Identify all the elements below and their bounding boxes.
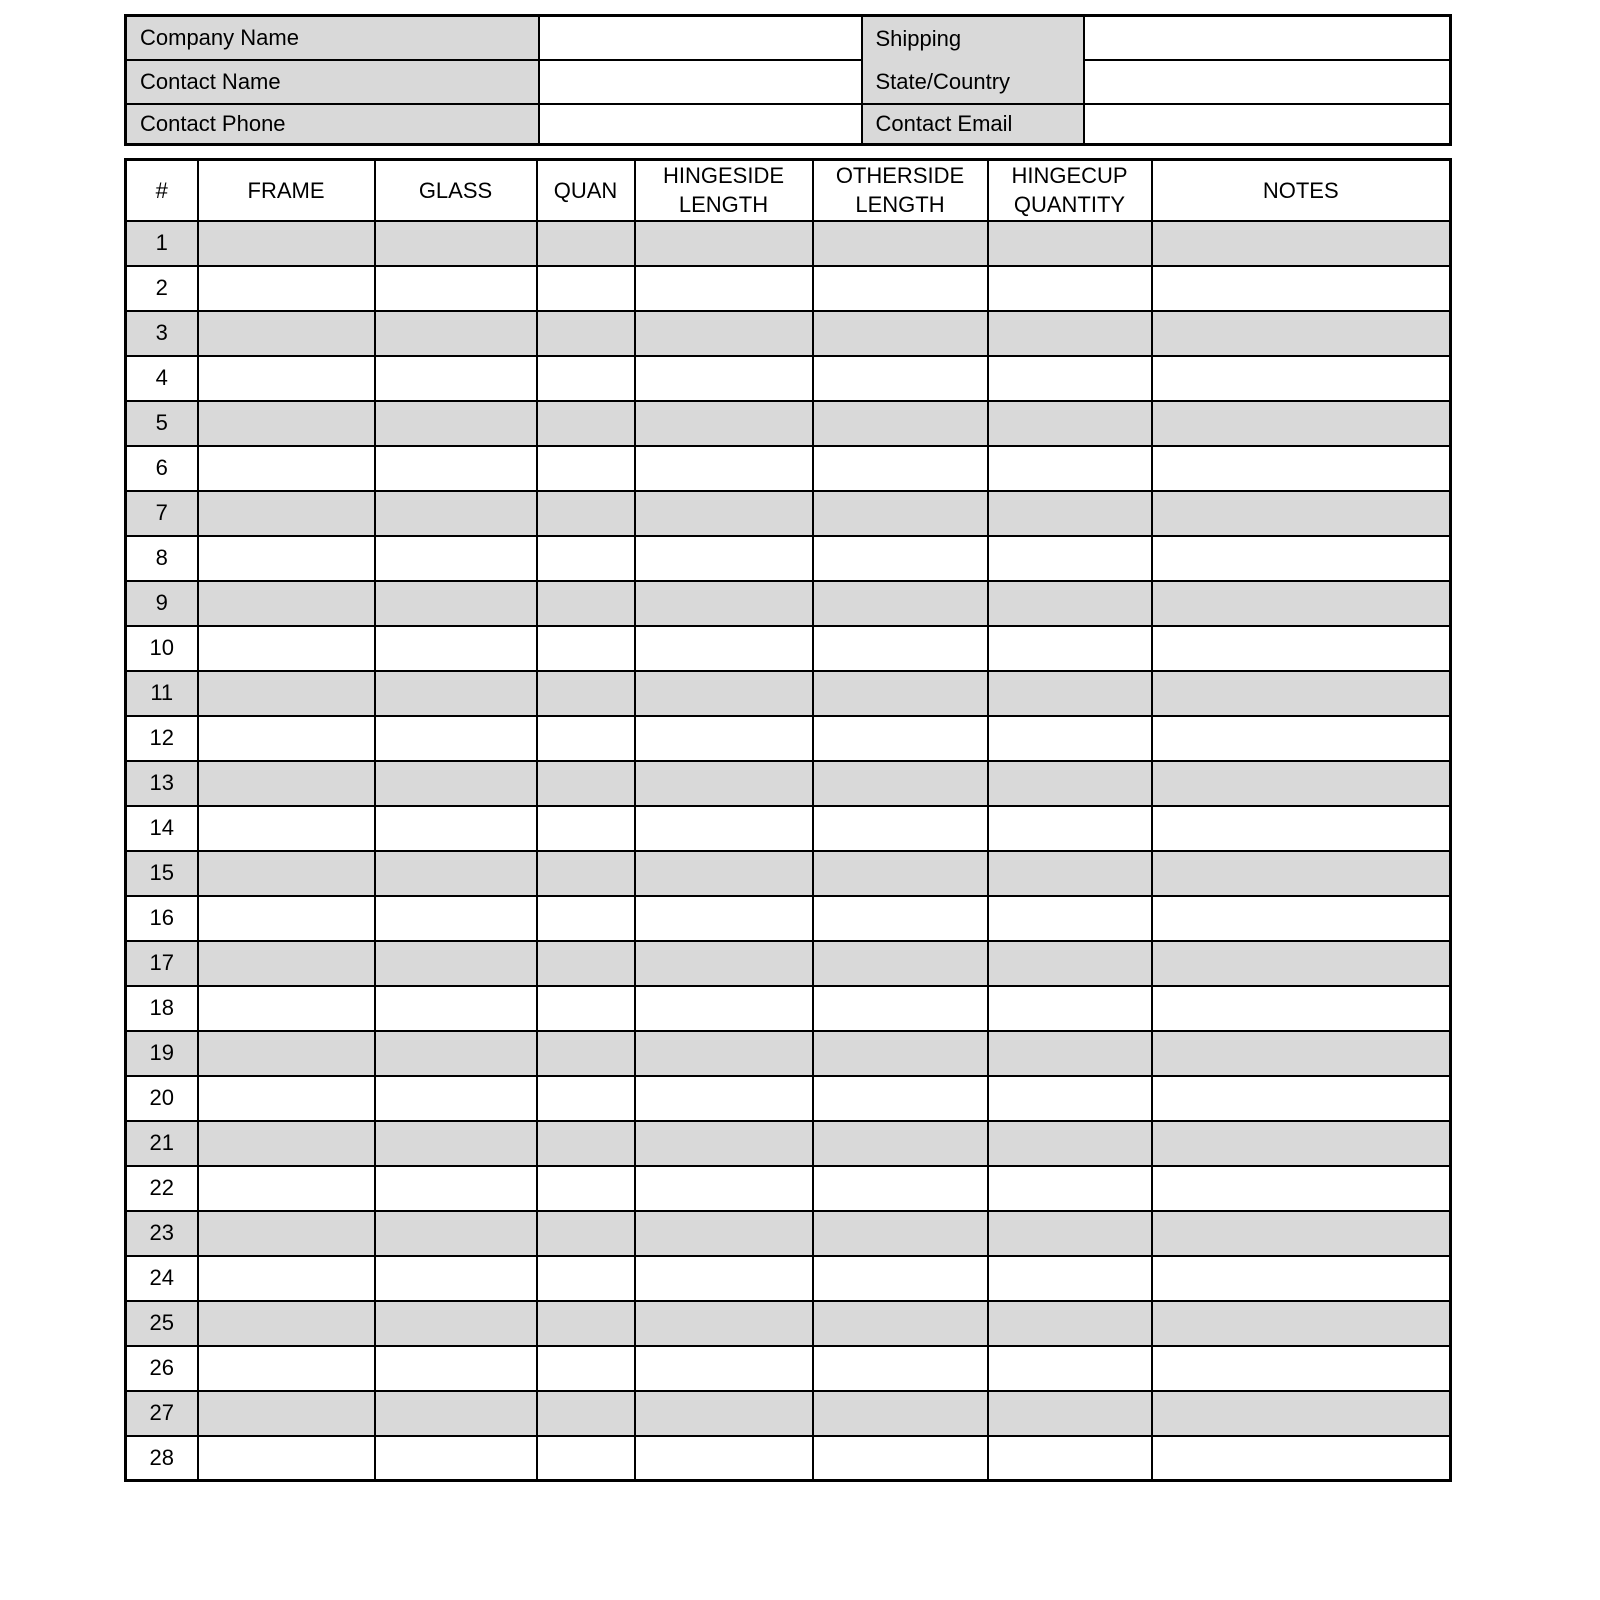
row-number-cell: 13	[126, 761, 198, 806]
column-header-frame: FRAME	[198, 160, 375, 221]
hingeside_length-cell[interactable]	[635, 626, 813, 671]
row-number-cell: 21	[126, 1121, 198, 1166]
otherside_length-cell[interactable]	[813, 851, 988, 896]
notes-cell[interactable]	[1152, 626, 1451, 671]
row-number-cell: 25	[126, 1301, 198, 1346]
hingecup_quantity-cell[interactable]	[988, 311, 1152, 356]
hingeside_length-cell[interactable]	[635, 221, 813, 266]
notes-cell[interactable]	[1152, 1076, 1451, 1121]
hingecup_quantity-cell[interactable]	[988, 1256, 1152, 1301]
otherside_length-cell[interactable]	[813, 446, 988, 491]
glass-cell[interactable]	[375, 806, 537, 851]
row-number-cell: 22	[126, 1166, 198, 1211]
column-header-glass: GLASS	[375, 160, 537, 221]
row-number-cell: 27	[126, 1391, 198, 1436]
glass-cell[interactable]	[375, 716, 537, 761]
row-number-cell: 9	[126, 581, 198, 626]
shipping-state-country-input-top[interactable]	[1084, 16, 1451, 60]
order-row-2	[126, 266, 1451, 311]
frame-cell[interactable]	[198, 1436, 375, 1481]
frame-cell[interactable]	[198, 806, 375, 851]
hingecup_quantity-cell[interactable]	[988, 1391, 1152, 1436]
notes-cell[interactable]	[1152, 266, 1451, 311]
frame-cell[interactable]	[198, 221, 375, 266]
otherside_length-cell[interactable]	[813, 581, 988, 626]
order-row-8	[126, 536, 1451, 581]
frame-cell[interactable]	[198, 761, 375, 806]
notes-cell[interactable]	[1152, 761, 1451, 806]
row-number-cell: 10	[126, 626, 198, 671]
hingeside_length-cell[interactable]	[635, 671, 813, 716]
quan-cell[interactable]	[537, 1301, 635, 1346]
frame-cell[interactable]	[198, 1256, 375, 1301]
otherside_length-cell[interactable]	[813, 986, 988, 1031]
frame-cell[interactable]	[198, 311, 375, 356]
company-name-label: Company Name	[126, 16, 539, 60]
order-row-4	[126, 356, 1451, 401]
row-number-cell: 20	[126, 1076, 198, 1121]
quan-cell[interactable]	[537, 851, 635, 896]
column-header-num: #	[126, 160, 198, 221]
shipping-state-country-label: Shipping State/Country	[862, 16, 1084, 105]
frame-cell[interactable]	[198, 1076, 375, 1121]
order-row-25	[126, 1301, 1451, 1346]
glass-cell[interactable]	[375, 1121, 537, 1166]
frame-cell[interactable]	[198, 671, 375, 716]
order-row-24	[126, 1256, 1451, 1301]
frame-cell[interactable]	[198, 1391, 375, 1436]
notes-cell[interactable]	[1152, 221, 1451, 266]
otherside_length-cell[interactable]	[813, 536, 988, 581]
hingeside_length-cell[interactable]	[635, 1391, 813, 1436]
otherside_length-cell[interactable]	[813, 761, 988, 806]
otherside_length-cell[interactable]	[813, 941, 988, 986]
order-row-16	[126, 896, 1451, 941]
glass-cell[interactable]	[375, 1031, 537, 1076]
notes-cell[interactable]	[1152, 1211, 1451, 1256]
notes-cell[interactable]	[1152, 806, 1451, 851]
order-table-body	[126, 221, 1451, 1481]
hingeside_length-cell[interactable]	[635, 896, 813, 941]
otherside_length-cell[interactable]	[813, 1391, 988, 1436]
hingecup_quantity-cell[interactable]	[988, 266, 1152, 311]
frame-cell[interactable]	[198, 446, 375, 491]
notes-cell[interactable]	[1152, 1031, 1451, 1076]
glass-cell[interactable]	[375, 941, 537, 986]
hingecup_quantity-cell[interactable]	[988, 356, 1152, 401]
hingeside_length-cell[interactable]	[635, 356, 813, 401]
glass-cell[interactable]	[375, 761, 537, 806]
glass-cell[interactable]	[375, 356, 537, 401]
notes-cell[interactable]	[1152, 581, 1451, 626]
notes-cell[interactable]	[1152, 716, 1451, 761]
notes-cell[interactable]	[1152, 1346, 1451, 1391]
hingeside_length-cell[interactable]	[635, 1166, 813, 1211]
hingecup_quantity-cell[interactable]	[988, 671, 1152, 716]
frame-cell[interactable]	[198, 896, 375, 941]
otherside_length-cell[interactable]	[813, 1166, 988, 1211]
hingecup_quantity-cell[interactable]	[988, 851, 1152, 896]
glass-cell[interactable]	[375, 1301, 537, 1346]
otherside_length-cell[interactable]	[813, 626, 988, 671]
quan-cell[interactable]	[537, 311, 635, 356]
frame-cell[interactable]	[198, 536, 375, 581]
order-line-items-table	[124, 158, 1452, 1482]
row-number-cell: 23	[126, 1211, 198, 1256]
hingecup_quantity-cell[interactable]	[988, 626, 1152, 671]
hingecup_quantity-cell[interactable]	[988, 1121, 1152, 1166]
hingeside_length-cell[interactable]	[635, 1346, 813, 1391]
glass-cell[interactable]	[375, 401, 537, 446]
frame-cell[interactable]	[198, 1211, 375, 1256]
order-row-17	[126, 941, 1451, 986]
row-number-cell: 18	[126, 986, 198, 1031]
frame-cell[interactable]	[198, 851, 375, 896]
notes-cell[interactable]	[1152, 1256, 1451, 1301]
frame-cell[interactable]	[198, 626, 375, 671]
contact-email-input[interactable]	[1084, 104, 1451, 144]
contact-email-label: Contact Email	[862, 104, 1084, 144]
hingecup_quantity-cell[interactable]	[988, 536, 1152, 581]
hingeside_length-cell[interactable]	[635, 1076, 813, 1121]
notes-cell[interactable]	[1152, 356, 1451, 401]
hingeside_length-cell[interactable]	[635, 986, 813, 1031]
frame-cell[interactable]	[198, 1121, 375, 1166]
order-row-14	[126, 806, 1451, 851]
hingecup_quantity-cell[interactable]	[988, 716, 1152, 761]
otherside_length-cell[interactable]	[813, 1076, 988, 1121]
otherside_length-cell[interactable]	[813, 1436, 988, 1481]
hingeside_length-cell[interactable]	[635, 1121, 813, 1166]
otherside_length-cell[interactable]	[813, 1301, 988, 1346]
order-row-18	[126, 986, 1451, 1031]
row-number-cell: 15	[126, 851, 198, 896]
otherside_length-cell[interactable]	[813, 401, 988, 446]
glass-cell[interactable]	[375, 311, 537, 356]
otherside_length-cell[interactable]	[813, 266, 988, 311]
hingeside_length-cell[interactable]	[635, 1031, 813, 1076]
hingeside_length-cell[interactable]	[635, 446, 813, 491]
hingecup_quantity-cell[interactable]	[988, 1076, 1152, 1121]
row-number-cell: 11	[126, 671, 198, 716]
hingecup_quantity-cell[interactable]	[988, 896, 1152, 941]
notes-cell[interactable]	[1152, 1391, 1451, 1436]
hingeside_length-cell[interactable]	[635, 941, 813, 986]
hingeside_length-cell[interactable]	[635, 761, 813, 806]
row-number-cell: 12	[126, 716, 198, 761]
contact-name-label: Contact Name	[126, 60, 539, 104]
company-name-input[interactable]	[539, 16, 862, 60]
otherside_length-cell[interactable]	[813, 311, 988, 356]
hingeside_length-cell[interactable]	[635, 806, 813, 851]
otherside_length-cell[interactable]	[813, 1256, 988, 1301]
glass-cell[interactable]	[375, 536, 537, 581]
glass-cell[interactable]	[375, 1346, 537, 1391]
frame-cell[interactable]	[198, 1031, 375, 1076]
order-row-5	[126, 401, 1451, 446]
quan-cell[interactable]	[537, 266, 635, 311]
contact-phone-label: Contact Phone	[126, 104, 539, 144]
quan-cell[interactable]	[537, 1031, 635, 1076]
quan-cell[interactable]	[537, 1076, 635, 1121]
column-header-notes: NOTES	[1152, 160, 1451, 221]
notes-cell[interactable]	[1152, 401, 1451, 446]
row-number-cell: 19	[126, 1031, 198, 1076]
notes-cell[interactable]	[1152, 1301, 1451, 1346]
hingeside_length-cell[interactable]	[635, 716, 813, 761]
otherside_length-cell[interactable]	[813, 1346, 988, 1391]
frame-cell[interactable]	[198, 581, 375, 626]
notes-cell[interactable]	[1152, 491, 1451, 536]
order-table-header-row	[126, 160, 1451, 221]
order-row-27	[126, 1391, 1451, 1436]
hingeside_length-cell[interactable]	[635, 1256, 813, 1301]
quan-cell[interactable]	[537, 356, 635, 401]
otherside_length-cell[interactable]	[813, 1211, 988, 1256]
notes-cell[interactable]	[1152, 671, 1451, 716]
row-number-cell: 17	[126, 941, 198, 986]
frame-cell[interactable]	[198, 491, 375, 536]
glass-cell[interactable]	[375, 581, 537, 626]
glass-cell[interactable]	[375, 986, 537, 1031]
quan-cell[interactable]	[537, 536, 635, 581]
contact-row-2	[126, 60, 1451, 104]
quan-cell[interactable]	[537, 716, 635, 761]
notes-cell[interactable]	[1152, 1121, 1451, 1166]
column-header-quan: QUAN	[537, 160, 635, 221]
hingecup_quantity-cell[interactable]	[988, 761, 1152, 806]
order-row-13	[126, 761, 1451, 806]
hingeside_length-cell[interactable]	[635, 536, 813, 581]
quan-cell[interactable]	[537, 581, 635, 626]
quan-cell[interactable]	[537, 1166, 635, 1211]
otherside_length-cell[interactable]	[813, 1121, 988, 1166]
hingeside_length-cell[interactable]	[635, 491, 813, 536]
order-row-21	[126, 1121, 1451, 1166]
hingecup_quantity-cell[interactable]	[988, 986, 1152, 1031]
frame-cell[interactable]	[198, 401, 375, 446]
hingeside_length-cell[interactable]	[635, 401, 813, 446]
notes-cell[interactable]	[1152, 986, 1451, 1031]
order-row-1	[126, 221, 1451, 266]
quan-cell[interactable]	[537, 896, 635, 941]
notes-cell[interactable]	[1152, 1436, 1451, 1481]
row-number-cell: 2	[126, 266, 198, 311]
row-number-cell: 4	[126, 356, 198, 401]
glass-cell[interactable]	[375, 1436, 537, 1481]
frame-cell[interactable]	[198, 1166, 375, 1211]
glass-cell[interactable]	[375, 446, 537, 491]
glass-cell[interactable]	[375, 266, 537, 311]
order-row-3	[126, 311, 1451, 356]
glass-cell[interactable]	[375, 896, 537, 941]
otherside_length-cell[interactable]	[813, 491, 988, 536]
hingecup_quantity-cell[interactable]	[988, 941, 1152, 986]
shipping-state-country-input-bottom[interactable]	[1084, 60, 1451, 104]
quan-cell[interactable]	[537, 1211, 635, 1256]
notes-cell[interactable]	[1152, 311, 1451, 356]
glass-cell[interactable]	[375, 221, 537, 266]
quan-cell[interactable]	[537, 626, 635, 671]
notes-cell[interactable]	[1152, 536, 1451, 581]
contact-info-table	[124, 14, 1452, 146]
order-row-9	[126, 581, 1451, 626]
glass-cell[interactable]	[375, 1391, 537, 1436]
order-row-20	[126, 1076, 1451, 1121]
quan-cell[interactable]	[537, 1346, 635, 1391]
glass-cell[interactable]	[375, 491, 537, 536]
hingeside_length-cell[interactable]	[635, 1211, 813, 1256]
hingeside_length-cell[interactable]	[635, 581, 813, 626]
notes-cell[interactable]	[1152, 851, 1451, 896]
hingeside_length-cell[interactable]	[635, 266, 813, 311]
frame-cell[interactable]	[198, 356, 375, 401]
contact-row-3	[126, 104, 1451, 144]
frame-cell[interactable]	[198, 266, 375, 311]
row-number-cell: 26	[126, 1346, 198, 1391]
otherside_length-cell[interactable]	[813, 806, 988, 851]
glass-cell[interactable]	[375, 1211, 537, 1256]
hingecup_quantity-cell[interactable]	[988, 1436, 1152, 1481]
hingecup_quantity-cell[interactable]	[988, 401, 1152, 446]
contact-name-input[interactable]	[539, 60, 862, 104]
frame-cell[interactable]	[198, 1301, 375, 1346]
quan-cell[interactable]	[537, 491, 635, 536]
frame-cell[interactable]	[198, 986, 375, 1031]
quan-cell[interactable]	[537, 401, 635, 446]
row-number-cell: 24	[126, 1256, 198, 1301]
frame-cell[interactable]	[198, 941, 375, 986]
glass-cell[interactable]	[375, 671, 537, 716]
quan-cell[interactable]	[537, 986, 635, 1031]
row-number-cell: 28	[126, 1436, 198, 1481]
row-number-cell: 1	[126, 221, 198, 266]
hingecup_quantity-cell[interactable]	[988, 1211, 1152, 1256]
notes-cell[interactable]	[1152, 941, 1451, 986]
order-row-22	[126, 1166, 1451, 1211]
hingecup_quantity-cell[interactable]	[988, 1166, 1152, 1211]
hingeside_length-cell[interactable]	[635, 1301, 813, 1346]
otherside_length-cell[interactable]	[813, 356, 988, 401]
hingecup_quantity-cell[interactable]	[988, 1301, 1152, 1346]
row-number-cell: 8	[126, 536, 198, 581]
hingecup_quantity-cell[interactable]	[988, 1031, 1152, 1076]
order-row-23	[126, 1211, 1451, 1256]
hingecup_quantity-cell[interactable]	[988, 221, 1152, 266]
contact-row-1	[126, 16, 1451, 60]
hingeside_length-cell[interactable]	[635, 1436, 813, 1481]
notes-cell[interactable]	[1152, 896, 1451, 941]
row-number-cell: 7	[126, 491, 198, 536]
row-number-cell: 16	[126, 896, 198, 941]
otherside_length-cell[interactable]	[813, 671, 988, 716]
hingecup_quantity-cell[interactable]	[988, 1346, 1152, 1391]
column-header-hingeside-length: HINGESIDE LENGTH	[635, 160, 813, 221]
order-row-6	[126, 446, 1451, 491]
glass-cell[interactable]	[375, 851, 537, 896]
otherside_length-cell[interactable]	[813, 221, 988, 266]
quan-cell[interactable]	[537, 1436, 635, 1481]
quan-cell[interactable]	[537, 671, 635, 716]
order-row-7	[126, 491, 1451, 536]
glass-cell[interactable]	[375, 1076, 537, 1121]
hingecup_quantity-cell[interactable]	[988, 806, 1152, 851]
order-row-12	[126, 716, 1451, 761]
row-number-cell: 5	[126, 401, 198, 446]
glass-cell[interactable]	[375, 1166, 537, 1211]
otherside_length-cell[interactable]	[813, 1031, 988, 1076]
hingecup_quantity-cell[interactable]	[988, 581, 1152, 626]
hingeside_length-cell[interactable]	[635, 311, 813, 356]
order-row-10	[126, 626, 1451, 671]
frame-cell[interactable]	[198, 716, 375, 761]
notes-cell[interactable]	[1152, 1166, 1451, 1211]
hingecup_quantity-cell[interactable]	[988, 491, 1152, 536]
quan-cell[interactable]	[537, 941, 635, 986]
contact-phone-input[interactable]	[539, 104, 862, 144]
hingecup_quantity-cell[interactable]	[988, 446, 1152, 491]
otherside_length-cell[interactable]	[813, 896, 988, 941]
quan-cell[interactable]	[537, 1391, 635, 1436]
quan-cell[interactable]	[537, 1121, 635, 1166]
order-row-26	[126, 1346, 1451, 1391]
row-number-cell: 6	[126, 446, 198, 491]
quan-cell[interactable]	[537, 761, 635, 806]
column-header-hingecup-quantity: HINGECUP QUANTITY	[988, 160, 1152, 221]
hingeside_length-cell[interactable]	[635, 851, 813, 896]
quan-cell[interactable]	[537, 1256, 635, 1301]
notes-cell[interactable]	[1152, 446, 1451, 491]
column-header-otherside-length: OTHERSIDE LENGTH	[813, 160, 988, 221]
quan-cell[interactable]	[537, 221, 635, 266]
quan-cell[interactable]	[537, 446, 635, 491]
glass-cell[interactable]	[375, 626, 537, 671]
order-row-15	[126, 851, 1451, 896]
order-row-19	[126, 1031, 1451, 1076]
row-number-cell: 3	[126, 311, 198, 356]
order-row-11	[126, 671, 1451, 716]
quan-cell[interactable]	[537, 806, 635, 851]
otherside_length-cell[interactable]	[813, 716, 988, 761]
frame-cell[interactable]	[198, 1346, 375, 1391]
glass-cell[interactable]	[375, 1256, 537, 1301]
order-row-28	[126, 1436, 1451, 1481]
row-number-cell: 14	[126, 806, 198, 851]
